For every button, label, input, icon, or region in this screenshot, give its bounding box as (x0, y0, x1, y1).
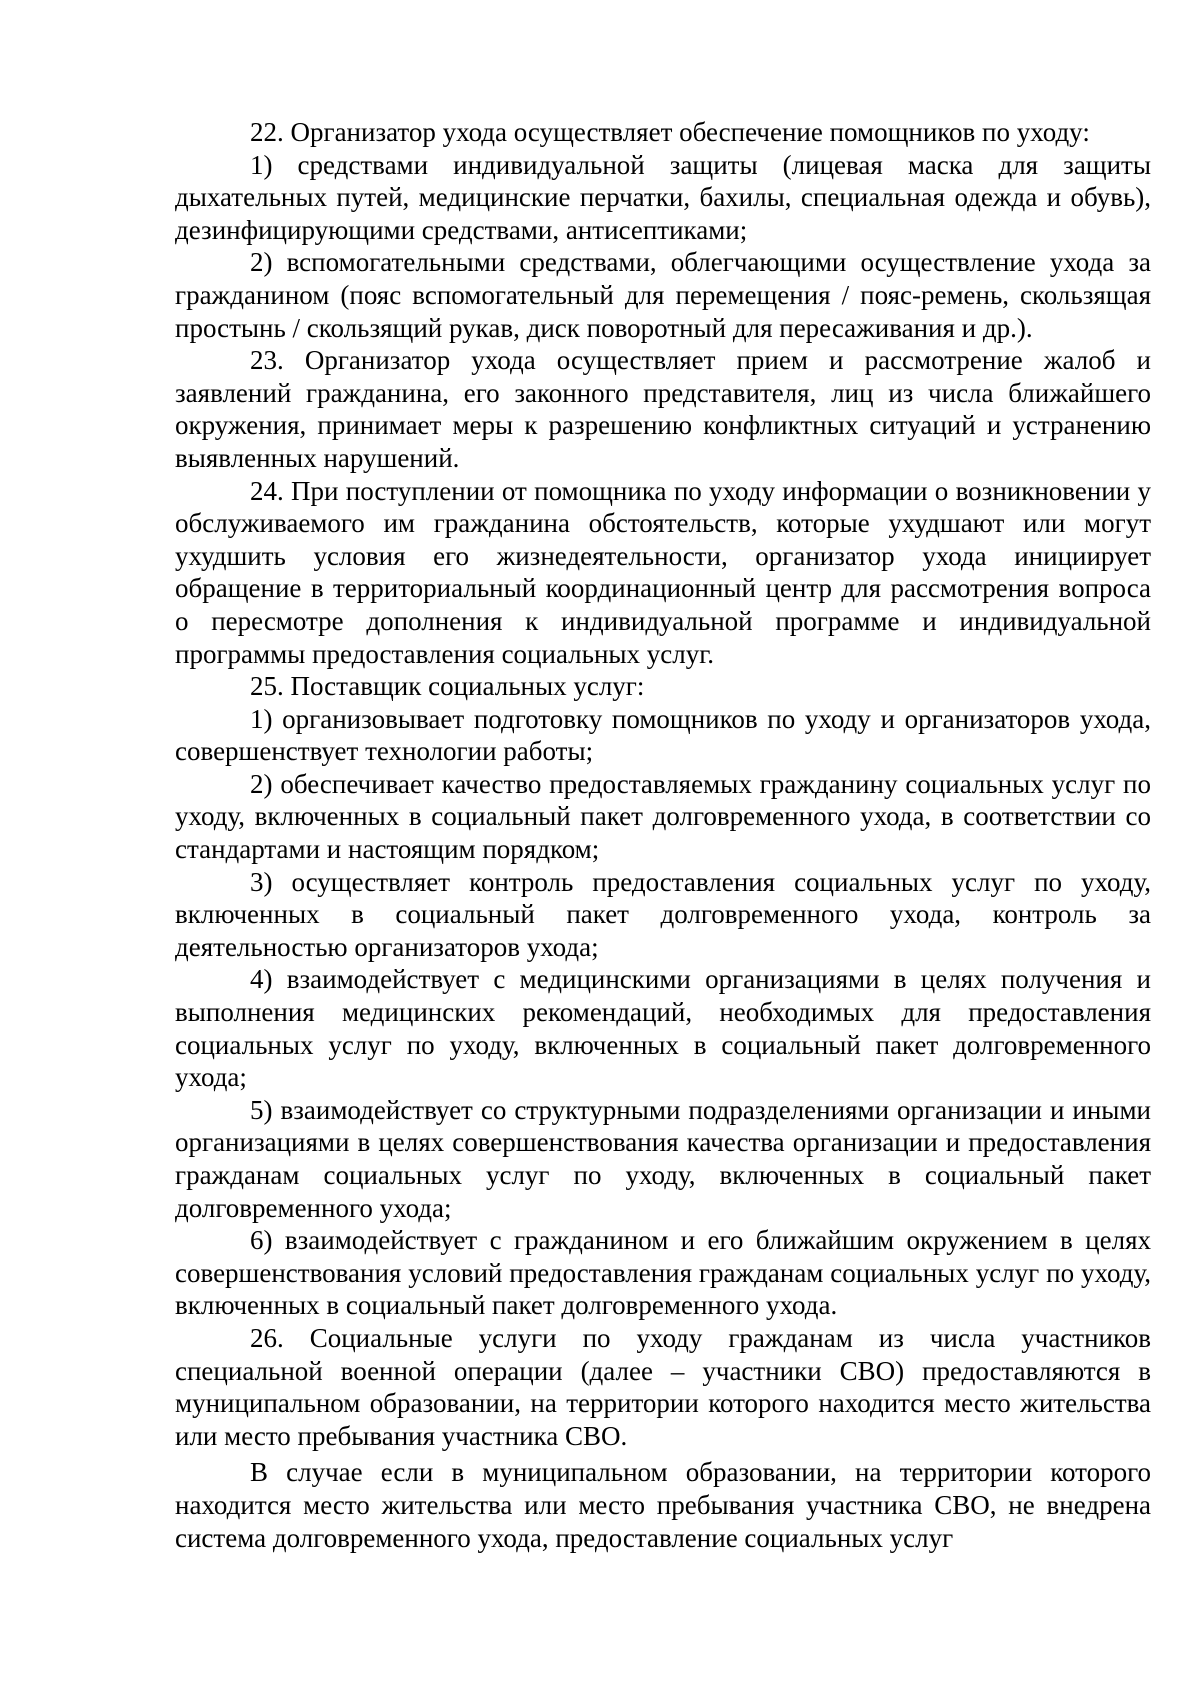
paragraph-22: 22. Организатор ухода осуществляет обеспечение помощников по уходу: (250, 117, 1090, 147)
paragraph-25-item-1: 1) организовывает подготовку помощников по уходу и организаторов ухода, совершенствует технологии работы; (175, 703, 1151, 767)
paragraph-23: 23. Организатор ухода осуществляет прием и рассмотрение жалоб и заявлений гражданина, его законного представителя, лиц из числа ближайшего окружения, принимает меры к разрешению конфликтных ситуаций и устранению выявленных нарушений. (175, 345, 1151, 473)
paragraph-25: 25. Поставщик социальных услуг: (250, 671, 645, 702)
paragraph-24: 24. При поступлении от помощника по уходу информации о возникновении у обслуживаемого им гражданина обстоятельств, которые ухудшают или могут ухудшить условия его жизнедеятельности, организатор ухода инициирует обращение в территориальный координационный центр для рассмотрения вопроса о пересмотре дополнения к индивидуальной программе и индивидуальной программы предоставления социальных услуг. (175, 475, 1151, 669)
paragraph-22-item-1: 1) средствами индивидуальной защиты (лицевая маска для защиты дыхательных путей, медицинские перчатки, бахилы, специальная одежда и обувь), дезинфицирующими средствами, антисептиками; (175, 149, 1151, 245)
paragraph-25-item-4: 4) взаимодействует с медицинскими организациями в целях получения и выполнения медицинских рекомендаций, необходимых для предоставления социальных услуг по уходу, включенных в социальный пакет долговременного ухода; (175, 964, 1151, 1093)
paragraph-25-item-2: 2) обеспечивает качество предоставляемых гражданину социальных услуг по уходу, включенных в социальный пакет долговременного ухода, в соответствии со стандартами и настоящим порядком; (175, 768, 1151, 865)
paragraph-26-continuation: В случае если в муниципальном образовании, на территории которого находится место жительства или место пребывания участника СВО, не внедрена система долговременного ухода, предоставление социальных услуг (175, 1457, 1151, 1553)
paragraph-25-item-5: 5) взаимодействует со структурными подразделениями организации и иными организациями в целях совершенствования качества организации и предоставления гражданам социальных услуг по уходу, включенных в социальный пакет долговременного ухода; (175, 1094, 1151, 1223)
paragraph-26: 26. Социальные услуги по уходу гражданам из числа участников специальной военной операции (далее – участники СВО) предоставляются в муниципальном образовании, на территории которого находится место жительства или место пребывания участника СВО. (175, 1322, 1151, 1451)
paragraph-22-item-2: 2) вспомогательными средствами, облегчающими осуществление ухода за гражданином (пояс вспомогательный для перемещения / пояс-ремень, скользящая простынь / скользящий рукав, диск поворотный для пересаживания и др.). (175, 247, 1151, 343)
paragraph-25-item-6: 6) взаимодействует с гражданином и его ближайшим окружением в целях совершенствования условий предоставления гражданам социальных услуг по уходу, включенных в социальный пакет долговременного ухода. (175, 1225, 1151, 1321)
document-page (175, 116, 1151, 1554)
paragraph-25-item-3: 3) осуществляет контроль предоставления социальных услуг по уходу, включенных в социальный пакет долговременного ухода, контроль за деятельностью организаторов ухода; (175, 866, 1151, 962)
